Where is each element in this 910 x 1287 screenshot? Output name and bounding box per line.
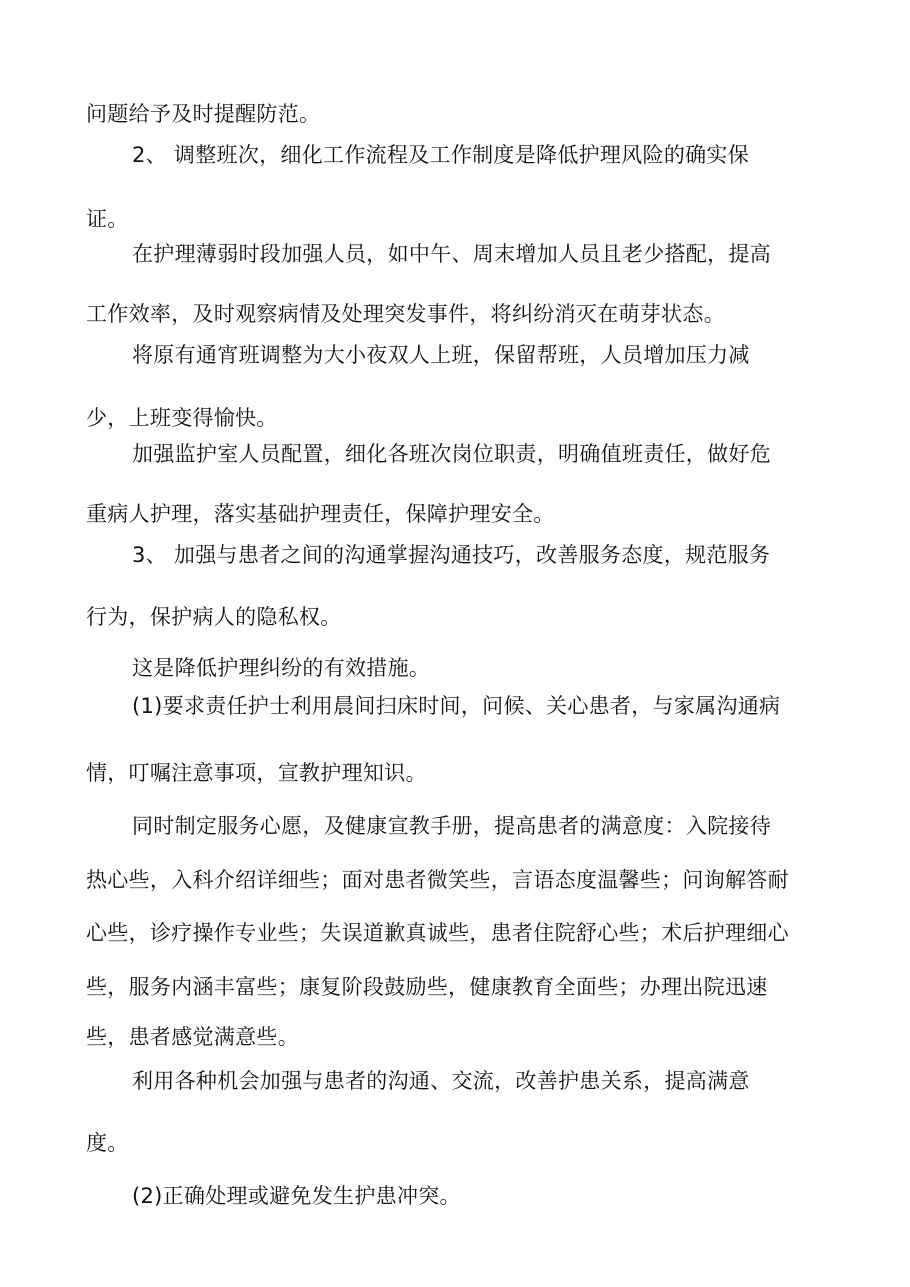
text-line: 2、 调整班次，细化工作流程及工作制度是降低护理风险的确实保 (132, 143, 750, 167)
text-line: 行为，保护病人的隐私权。 (86, 605, 342, 629)
text-line: 些，服务内涵丰富些；康复阶段鼓励些，健康教育全面些；办理出院迅速 (86, 975, 768, 999)
text-line: 在护理薄弱时段加强人员，如中午、周末增加人员且老少搭配，提高 (132, 242, 771, 266)
text-line: 情，叮嘱注意事项，宣教护理知识。 (86, 761, 427, 785)
text-line: 利用各种机会加强与患者的沟通、交流，改善护患关系，提高满意 (132, 1069, 750, 1093)
text-line: 同时制定服务心愿，及健康宣教手册，提高患者的满意度：入院接待 (132, 814, 771, 838)
text-line: 少，上班变得愉快。 (86, 406, 278, 430)
text-line: 重病人护理，落实基础护理责任，保障护理安全。 (86, 502, 555, 526)
text-line: 加强监护室人员配置，细化各班次岗位职责，明确值班责任，做好危 (132, 442, 771, 466)
text-line: 将原有通宵班调整为大小夜双人上班，保留帮班，人员增加压力减 (132, 343, 750, 367)
text-line: 问题给予及时提醒防范。 (86, 102, 321, 126)
text-line: 工作效率，及时观察病情及处理突发事件，将纠纷消灭在萌芽状态。 (86, 302, 725, 326)
text-line: 心些，诊疗操作专业些；失误道歉真诚些，患者住院舒心些；术后护理细心 (86, 921, 789, 945)
text-line: 这是降低护理纠纷的有效措施。 (132, 656, 431, 680)
text-line: 3、 加强与患者之间的沟通掌握沟通技巧，改善服务态度，规范服务 (132, 543, 771, 567)
text-line: 度。 (86, 1131, 129, 1155)
text-line: (1)要求责任护士利用晨间扫床时间，问候、关心患者，与家属沟通病 (132, 694, 781, 718)
text-line: 热心些，入科介绍详细些；面对患者微笑些，言语态度温馨些；问询解答耐 (86, 868, 789, 892)
text-line: 些，患者感觉满意些。 (86, 1025, 299, 1049)
text-line: (2)正确处理或避免发生护患冲突。 (132, 1184, 461, 1208)
text-line: 证。 (86, 207, 129, 231)
